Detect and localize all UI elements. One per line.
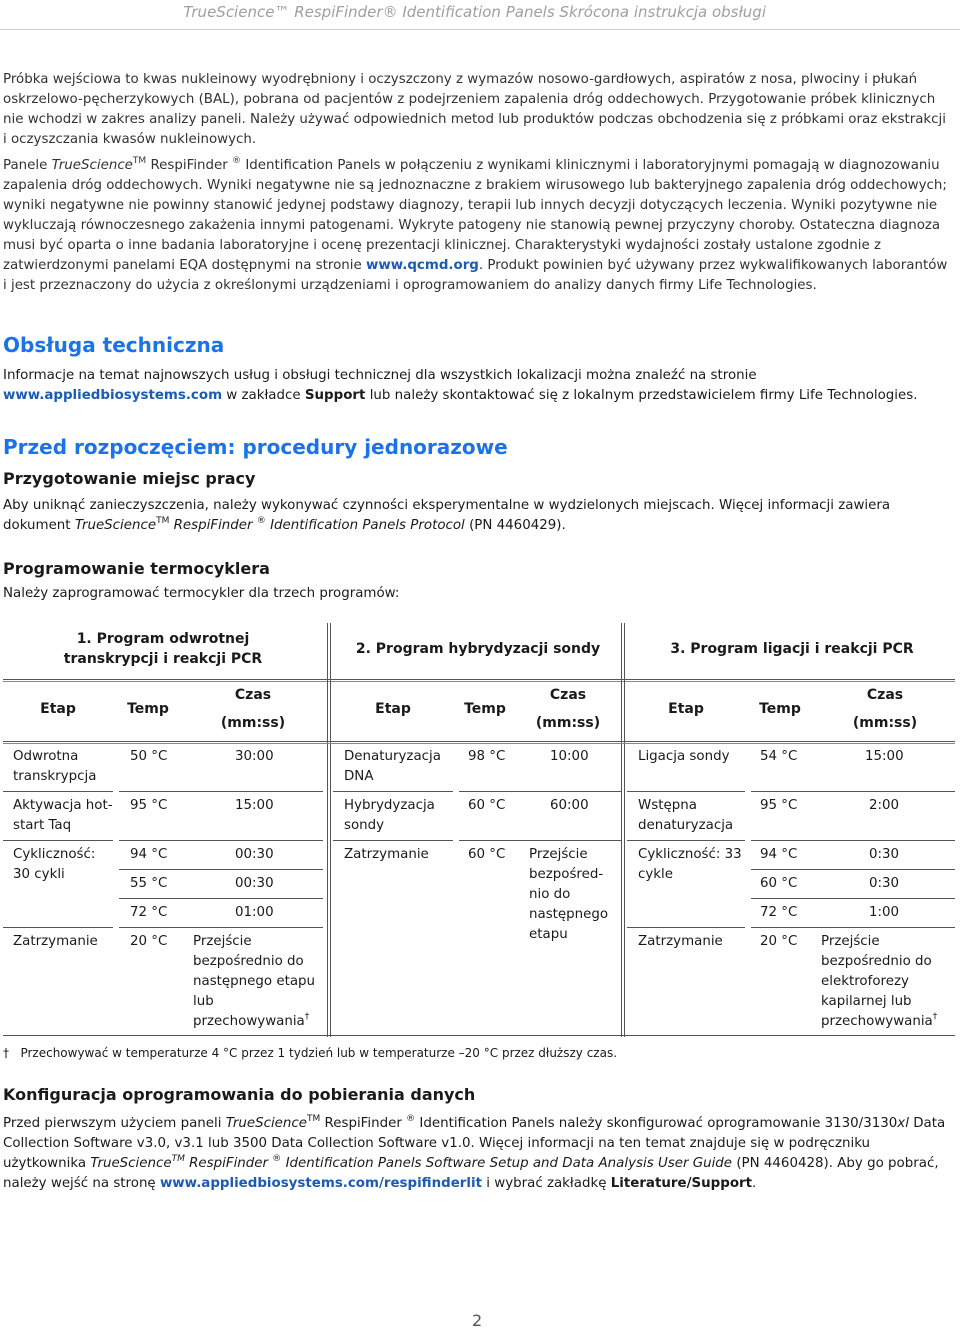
p1-czas-3a: 00:30	[235, 847, 274, 862]
row-rule	[751, 927, 955, 928]
p2-etap-3: Zatrzymanie	[344, 847, 429, 862]
p1-temp-4: 20 °C	[130, 934, 168, 949]
p3-temp-3b: 60 °C	[760, 876, 798, 891]
row-rule	[459, 840, 621, 841]
thermocycler-table	[3, 623, 955, 1037]
col-etap-1: Etap	[40, 701, 76, 717]
table-footnote: † Przechowywać w temperaturze 4 °C przez 1 tydzień lub w temperaturze –20 °C przez dłuższy czas.	[3, 1046, 618, 1060]
software-section	[3, 1084, 953, 1194]
p1-czas-1: 30:00	[235, 749, 274, 764]
program-3-header: 3. Program ligacji i reakcji PCR	[670, 641, 914, 657]
row-rule	[627, 791, 745, 792]
col-temp-2: Temp	[464, 701, 506, 717]
page-number: 2	[472, 1311, 483, 1330]
p2-czas-1: 10:00	[550, 749, 589, 764]
software-paragraph: Przed pierwszym użyciem paneli TrueScience™ RespiFinder ® Identification Panels należy skonfigurować oprogramowanie 3130/3130xl Data Collection Software v3.0, v3.1 lub 3500 Data Collection Software v1.0. Więcej informacji na ten temat znajduje się w podręczniku użytkownika TrueScience™ RespiFinder ® Identification Panels Software Setup and Data Analysis User Guide (PN 4460428). Aby go pobrać, należy wejść na stronę www.appliedbiosystems.com/respifinderlit i wybrać zakładkę Literature/Support.	[3, 1114, 946, 1191]
col-mmss-1: (mm:ss)	[220, 715, 286, 731]
before-heading: Przed rozpoczęciem: procedury jednorazowe	[3, 435, 508, 459]
row-rule	[119, 869, 323, 870]
row-rule	[3, 791, 113, 792]
col-mmss-2: (mm:ss)	[535, 715, 601, 731]
support-heading: Obsługa techniczna	[3, 333, 225, 357]
p1-czas-3c: 01:00	[235, 905, 274, 920]
p3-temp-3a: 94 °C	[760, 847, 798, 862]
p1-temp-3a: 94 °C	[130, 847, 168, 862]
p3-etap-1: Ligacja sondy	[638, 749, 730, 764]
p2-czas-2: 60:00	[550, 798, 589, 813]
row-rule	[751, 791, 955, 792]
p1-etap-4: Zatrzymanie	[13, 934, 98, 949]
p3-temp-2: 95 °C	[760, 798, 798, 813]
p1-etap-1: Odwrotna transkrypcja	[13, 749, 97, 784]
p2-etap-1: Denaturyzacja DNA	[344, 749, 441, 784]
p2-etap-2: Hybrydyzacja sondy	[344, 798, 435, 833]
col-etap-2: Etap	[375, 701, 411, 717]
row-rule	[3, 840, 113, 841]
respifinderlit-link[interactable]: www.appliedbiosystems.com/respifinderlit	[159, 1176, 482, 1191]
col-mmss-3: (mm:ss)	[852, 715, 918, 731]
p3-czas-2: 2:00	[869, 798, 900, 813]
row-rule	[751, 898, 955, 899]
thermocycler-heading: Programowanie termocyklera	[3, 559, 270, 578]
software-heading: Konfiguracja oprogramowania do pobierania danych	[3, 1085, 476, 1104]
intro-paragraph-1: Próbka wejściowa to kwas nukleinowy wyodrębniony i oczyszczony z wymazów nosowo-gardłowych, aspiratów z nosa, plwociny i płukań oskrzelowo-pęcherzykowych (BAL), pobrana od pacjentów z podejrzeniem zapalenia dróg oddechowych. Przygotowanie próbek klinicznych nie wchodzi w zakres analizy paneli. Należy używać odpowiednich metod lub produktów podczas obchodzenia się z próbkami oraz ekstrakcji i oczyszczania kwasów nukleinowych.	[3, 72, 946, 147]
column-divider	[624, 623, 625, 1037]
main-content	[3, 70, 953, 604]
p1-czas-4: Przejście bezpośrednio do następnego etapu lub przechowywania†	[193, 934, 316, 1029]
p3-czas-4: Przejście bezpośrednio do elektroforezy kapilarnej lub przechowywania†	[821, 934, 938, 1029]
workspace-paragraph: Aby uniknąć zanieczyszczenia, należy wykonywać czynności eksperymentalne w wydzielonych miejscach. Więcej informacji zawiera dokument TrueScience™ RespiFinder ® Identification Panels Protocol (PN 4460429).	[3, 498, 891, 533]
p3-temp-3c: 72 °C	[760, 905, 798, 920]
column-divider	[330, 623, 331, 1037]
row-rule	[751, 840, 955, 841]
col-czas-1: Czas	[234, 687, 272, 703]
p2-czas-3: Przejście bezpośred-nio do następnego etapu	[529, 847, 609, 942]
p1-czas-3b: 00:30	[235, 876, 274, 891]
col-czas-2: Czas	[549, 687, 587, 703]
p3-czas-3b: 0:30	[869, 876, 900, 891]
header-title: TrueScience™ RespiFinder® Identification Panels Skrócona instrukcja obsługi	[183, 3, 766, 21]
p1-etap-3: Cykliczność: 30 cykli	[13, 847, 96, 882]
program-1-header: 1. Program odwrotnej transkrypcji i reakcji PCR	[63, 631, 263, 667]
p3-etap-4: Zatrzymanie	[638, 934, 723, 949]
col-etap-3: Etap	[668, 701, 704, 717]
row-rule	[627, 927, 745, 928]
table-rule	[3, 681, 955, 682]
p2-temp-2: 60 °C	[468, 798, 506, 813]
row-rule	[627, 840, 745, 841]
p3-czas-3a: 0:30	[869, 847, 900, 862]
table-rule	[3, 741, 955, 742]
p3-czas-3c: 1:00	[869, 905, 900, 920]
row-rule	[459, 791, 621, 792]
column-divider	[327, 623, 328, 1037]
p1-czas-2: 15:00	[235, 798, 274, 813]
qcmd-link[interactable]: www.qcmd.org	[366, 258, 479, 273]
row-rule	[333, 791, 453, 792]
column-divider	[621, 623, 622, 1037]
p2-temp-3: 60 °C	[468, 847, 506, 862]
row-rule	[333, 840, 453, 841]
workspace-heading: Przygotowanie miejsc pracy	[3, 469, 256, 488]
col-temp-3: Temp	[759, 701, 801, 717]
table-rule	[3, 743, 955, 744]
row-rule	[3, 927, 113, 928]
p1-temp-1: 50 °C	[130, 749, 168, 764]
row-rule	[751, 869, 955, 870]
row-rule	[119, 791, 323, 792]
table-rule	[3, 679, 955, 680]
intro-paragraph-2: Panele TrueScience™ RespiFinder ® Identification Panels w połączeniu z wynikami klinicznymi i laboratoryjnymi pomagają w diagnozowaniu zapalenia dróg oddechowych. Wyniki negatywne nie są jednoznaczne z brakiem wirusowego lub bakteryjnego zapalenia dróg oddechowych; wyniki negatywne nie powinny stanowić jedynej podstawy diagnozy, terapii lub innych decyzji dotyczących leczenia. Wyniki pozytywne nie wykluczają równoczesnego zakażenia innymi patogenami. Wykryte patogeny nie stanowią pewnej przyczyny choroby. Ostateczna diagnoza musi być oparta o inne badania laboratoryjne i ocenę prezentacji klinicznej. Charakterystyki wydajności zostały ustalone zgodnie z zatwierdzonymi panelami EQA dostępnymi na stronie www.qcmd.org. Produkt powinien być używany przez wykwalifikowanych laborantów i jest przeznaczony do użycia z określonymi urządzeniami i oprogramowaniem do analizy danych firmy Life Technologies.	[3, 156, 948, 293]
program-2-header: 2. Program hybrydyzacji sondy	[355, 641, 601, 657]
p3-temp-4: 20 °C	[760, 934, 798, 949]
p1-temp-2: 95 °C	[130, 798, 168, 813]
p3-etap-3: Cykliczność: 33 cykle	[638, 847, 742, 882]
col-czas-3: Czas	[866, 687, 904, 703]
row-rule	[119, 927, 323, 928]
table-bottom-rule	[3, 1035, 955, 1036]
col-temp-1: Temp	[127, 701, 169, 717]
appliedbiosystems-link[interactable]: www.appliedbiosystems.com	[3, 388, 223, 403]
thermocycler-paragraph: Należy zaprogramować termocykler dla trzech programów:	[3, 586, 400, 601]
p1-temp-3c: 72 °C	[130, 905, 168, 920]
p2-temp-1: 98 °C	[468, 749, 506, 764]
p3-temp-1: 54 °C	[760, 749, 798, 764]
p3-czas-1: 15:00	[865, 749, 904, 764]
header-divider	[0, 29, 960, 30]
support-paragraph: Informacje na temat najnowszych usług i obsługi technicznej dla wszystkich lokalizacji można znaleźć na stronie www.appliedbiosystems.com w zakładce Support lub należy skontaktować się z lokalnym przedstawicielem firmy Life Technologies.	[3, 368, 918, 403]
p1-temp-3b: 55 °C	[130, 876, 168, 891]
p3-etap-2: Wstępna denaturyzacja	[638, 798, 734, 833]
row-rule	[119, 898, 323, 899]
row-rule	[119, 840, 323, 841]
p1-etap-2: Aktywacja hot-start Taq	[13, 798, 113, 833]
